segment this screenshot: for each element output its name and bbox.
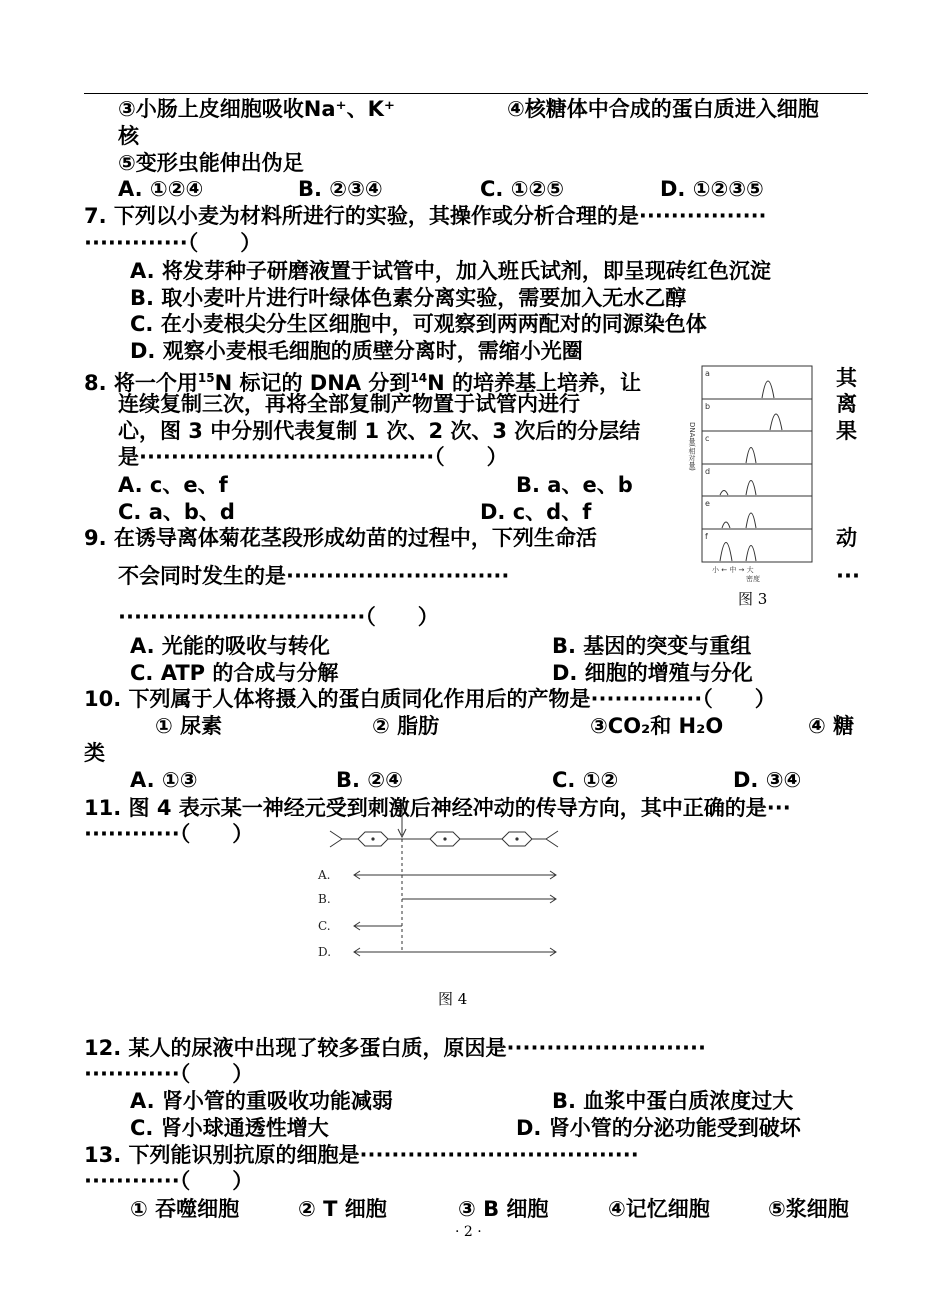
q13-item-5: ⑤浆细胞 (768, 1197, 849, 1221)
q6-option-4: ④核糖体中合成的蛋白质进入细胞 (507, 97, 819, 121)
page-number: · 2 · (455, 1224, 482, 1240)
q12-option-d: D. 肾小管的分泌功能受到破坏 (516, 1116, 801, 1140)
q12-option-c: C. 肾小球通透性增大 (130, 1116, 329, 1140)
q13-item-1: ① 吞噬细胞 (130, 1197, 240, 1221)
q7-stem-cont: ·············（ ） (84, 231, 262, 255)
q7-option-c: C. 在小麦根尖分生区细胞中，可观察到两两配对的同源染色体 (130, 312, 707, 336)
q8-option-b: B. a、e、b (516, 473, 633, 497)
q10-choice-b: B. ②④ (336, 768, 403, 792)
fig3-row-label: b (705, 402, 711, 411)
q9-option-c: C. ATP 的合成与分解 (130, 661, 339, 685)
q10-choice-a: A. ①③ (130, 768, 198, 792)
q12-option-a: A. 肾小管的重吸收功能减弱 (130, 1089, 393, 1113)
q7-stem: 7. 下列以小麦为材料所进行的实验，其操作或分析合理的是················ (84, 204, 767, 228)
q9-option-d: D. 细胞的增殖与分化 (552, 661, 753, 685)
q8-stem-line4: 是·····································（ ） (118, 445, 508, 469)
q10-item-4-cont: 类 (84, 741, 105, 765)
q8-stem-line2-end: 离 (836, 392, 857, 416)
fig3-row-label: c (705, 434, 710, 443)
q8-stem-line1: 8. 将一个用$^{15}$N 标记的 DNA 分到$^{14}$N 的培养基上培养，让 (84, 371, 641, 395)
fig3-row-label: a (705, 369, 710, 378)
q11-stem-cont: ············（ ） (84, 822, 254, 846)
q10-item-3: ③CO₂和 H₂O (590, 714, 724, 738)
q10-item-2: ② 脂肪 (372, 714, 440, 738)
q6-choice-d: D. ①②③⑤ (660, 177, 764, 201)
figure-4 (310, 795, 570, 970)
q8-option-a: A. c、e、f (118, 473, 228, 497)
q13-item-2: ② T 细胞 (298, 1197, 387, 1221)
q9-stem-line1: 9. 在诱导离体菊花茎段形成幼苗的过程中，下列生命活 (84, 526, 597, 550)
q10-choice-d: D. ③④ (733, 768, 802, 792)
fig3-y-axis-label: DNA量(相对量) (688, 422, 696, 471)
q8-option-d: D. c、d、f (480, 500, 592, 524)
q13-stem-cont: ············（ ） (84, 1169, 254, 1193)
q13-item-3: ③ B 细胞 (458, 1197, 549, 1221)
figure-3 (690, 362, 820, 584)
q9-option-a: A. 光能的吸收与转化 (130, 634, 330, 658)
q6-choice-b: B. ②③④ (298, 177, 383, 201)
q12-stem-cont: ············（ ） (84, 1062, 254, 1086)
header-rule (84, 93, 868, 94)
fig3-x-label: 密度 (746, 575, 760, 583)
q6-option-4-cont: 核 (118, 124, 139, 148)
q6-option-3: ③小肠上皮细胞吸收Na⁺、K⁺ (118, 97, 395, 121)
q6-choice-c: C. ①②⑤ (480, 177, 565, 201)
q8-stem-line3-end: 果 (836, 419, 857, 443)
q7-option-b: B. 取小麦叶片进行叶绿体色素分离实验，需要加入无水乙醇 (130, 286, 687, 310)
q10-item-1: ① 尿素 (155, 714, 223, 738)
fig3-x-axis: 小 ← 中 → 大 (712, 566, 754, 574)
q8-stem-line1-end: 其 (836, 366, 857, 390)
q9-option-b: B. 基因的突变与重组 (552, 634, 752, 658)
fig3-row-label: e (705, 499, 710, 508)
q6-choice-a: A. ①②④ (118, 177, 204, 201)
fig4-label-b: B. (318, 892, 331, 906)
fig4-label-c: C. (318, 919, 331, 933)
q12-stem: 12. 某人的尿液中出现了较多蛋白质，原因是························· (84, 1036, 706, 1060)
q13-item-4: ④记忆细胞 (608, 1197, 710, 1221)
fig4-caption: 图 4 (438, 990, 468, 1008)
q6-option-5: ⑤变形虫能伸出伪足 (118, 151, 304, 175)
q12-option-b: B. 血浆中蛋白质浓度过大 (552, 1089, 794, 1113)
q7-option-a: A. 将发芽种子研磨液置于试管中，加入班氏试剂，即呈现砖红色沉淀 (130, 259, 771, 283)
q9-stem-line2: 不会同时发生的是···························· (118, 564, 510, 588)
fig4-label-a: A. (318, 868, 331, 882)
fig4-label-d: D. (318, 945, 332, 959)
q11-stem: 11. 图 4 表示某一神经元受到刺激后神经冲动的传导方向，其中正确的是··· (84, 796, 791, 820)
fig3-caption: 图 3 (738, 590, 768, 608)
q10-stem: 10. 下列属于人体将摄入的蛋白质同化作用后的产物是··············（ ） (84, 687, 776, 711)
q8-stem-line2: 连续复制三次，再将全部复制产物置于试管内进行 (118, 392, 580, 416)
q13-stem: 13. 下列能识别抗原的细胞是··································· (84, 1143, 639, 1167)
q8-stem-line3: 心，图 3 中分别代表复制 1 次、2 次、3 次后的分层结 (118, 419, 641, 443)
q7-option-d: D. 观察小麦根毛细胞的质壁分离时，需缩小光圈 (130, 339, 583, 363)
q9-stem-line2-end: ··· (836, 564, 860, 588)
q8-option-c: C. a、b、d (118, 500, 235, 524)
q10-choice-c: C. ①② (552, 768, 619, 792)
q9-stem-line3: ·······························（ ） (118, 605, 439, 629)
fig3-row-label: d (705, 467, 711, 476)
q10-item-4: ④ 糖 (808, 714, 855, 738)
fig3-row-label: f (705, 532, 708, 541)
q9-stem-line1-end: 动 (836, 526, 857, 550)
